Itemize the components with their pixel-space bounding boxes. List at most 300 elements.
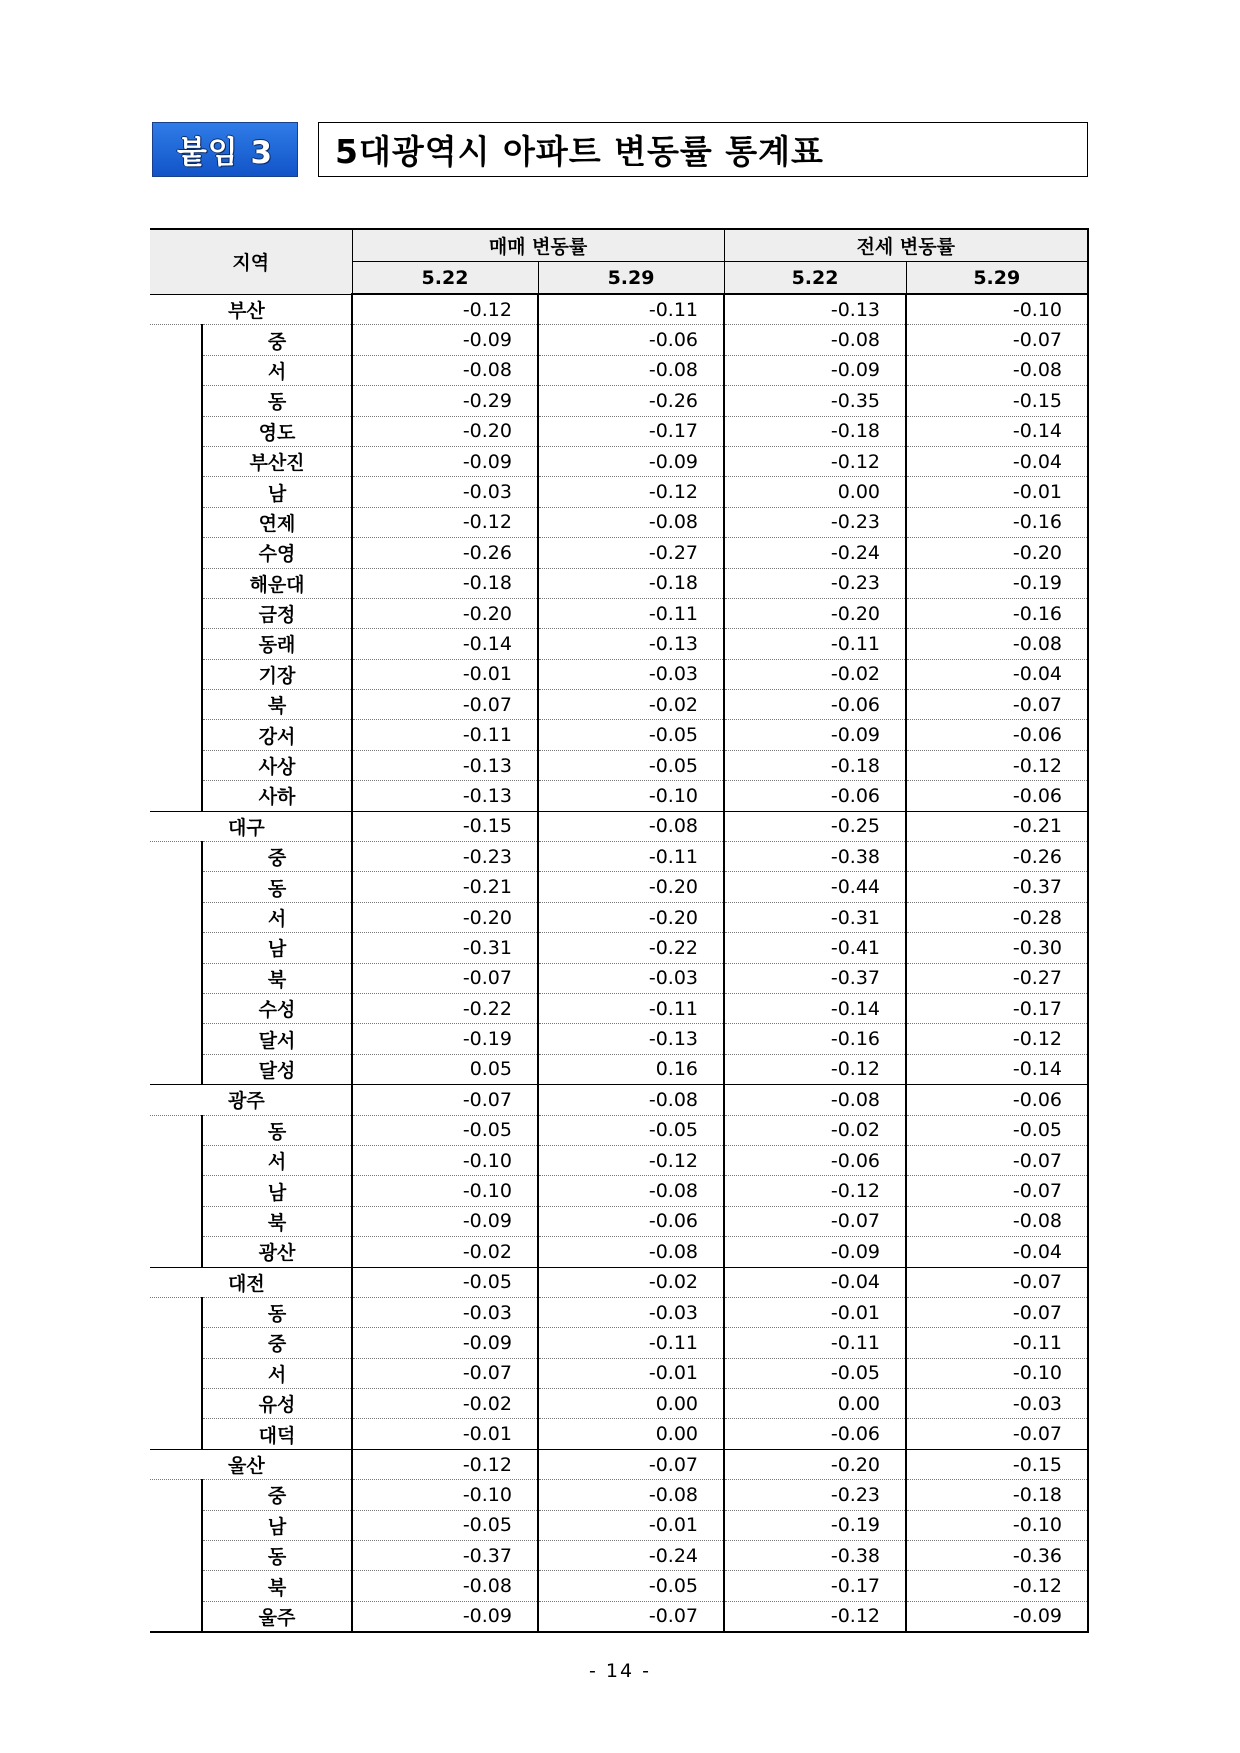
rate-cell: -0.14 xyxy=(352,629,538,659)
rate-cell: -0.12 xyxy=(352,1449,538,1479)
indent-cell xyxy=(150,1145,202,1175)
indent-cell xyxy=(150,1328,202,1358)
district-row xyxy=(150,750,1088,780)
rate-cell: -0.36 xyxy=(906,1541,1088,1571)
district-row xyxy=(150,507,1088,537)
rate-cell: -0.10 xyxy=(906,1510,1088,1540)
rate-cell: -0.03 xyxy=(538,1297,724,1327)
region-row xyxy=(150,294,1088,325)
district-row xyxy=(150,1419,1088,1449)
rate-cell: -0.11 xyxy=(906,1328,1088,1358)
rate-cell: -0.09 xyxy=(724,1237,906,1267)
indent-cell xyxy=(150,1480,202,1510)
rate-cell: -0.25 xyxy=(724,811,906,841)
table-body xyxy=(150,294,1088,1632)
indent-cell xyxy=(150,993,202,1023)
indent-cell xyxy=(150,963,202,993)
indent-cell xyxy=(150,568,202,598)
district-row xyxy=(150,902,1088,932)
rate-cell: -0.03 xyxy=(538,963,724,993)
rate-cell: -0.12 xyxy=(538,1145,724,1175)
rate-cell: -0.07 xyxy=(538,1601,724,1632)
rate-cell: -0.06 xyxy=(724,781,906,811)
rate-cell: -0.37 xyxy=(352,1541,538,1571)
rate-cell: -0.08 xyxy=(724,325,906,355)
district-name: 서 xyxy=(202,1358,352,1388)
district-row xyxy=(150,1541,1088,1571)
rate-cell: -0.19 xyxy=(352,1024,538,1054)
indent-cell xyxy=(150,1510,202,1540)
region-name: 광주 xyxy=(150,1085,352,1115)
district-name: 중 xyxy=(202,325,352,355)
rate-cell: -0.20 xyxy=(352,598,538,628)
rate-cell: -0.12 xyxy=(538,477,724,507)
rate-cell: -0.05 xyxy=(538,1115,724,1145)
district-name: 남 xyxy=(202,1176,352,1206)
district-row xyxy=(150,355,1088,385)
rate-cell: -0.12 xyxy=(352,507,538,537)
rate-cell: -0.11 xyxy=(724,629,906,659)
region-name: 대전 xyxy=(150,1267,352,1297)
rate-cell: -0.01 xyxy=(538,1510,724,1540)
rate-cell: -0.12 xyxy=(352,294,538,325)
rate-cell: -0.38 xyxy=(724,842,906,872)
district-row xyxy=(150,993,1088,1023)
indent-cell xyxy=(150,1297,202,1327)
apartment-rate-table xyxy=(150,228,1089,1633)
district-row xyxy=(150,1297,1088,1327)
rate-cell: -0.05 xyxy=(538,720,724,750)
region-row xyxy=(150,811,1088,841)
region-name: 울산 xyxy=(150,1449,352,1479)
indent-cell xyxy=(150,781,202,811)
rate-cell: -0.08 xyxy=(906,629,1088,659)
rate-cell: -0.10 xyxy=(538,781,724,811)
rate-cell: -0.21 xyxy=(352,872,538,902)
rate-cell: -0.02 xyxy=(352,1389,538,1419)
rate-cell: -0.31 xyxy=(352,933,538,963)
rate-cell: -0.08 xyxy=(538,1085,724,1115)
indent-cell xyxy=(150,1206,202,1236)
rate-cell: -0.07 xyxy=(906,325,1088,355)
rate-cell: -0.06 xyxy=(906,781,1088,811)
rate-cell: -0.14 xyxy=(906,416,1088,446)
rate-cell: -0.05 xyxy=(724,1358,906,1388)
rate-cell: -0.09 xyxy=(352,325,538,355)
indent-cell xyxy=(150,659,202,689)
rate-cell: -0.10 xyxy=(906,294,1088,325)
district-name: 북 xyxy=(202,690,352,720)
district-name: 동 xyxy=(202,1115,352,1145)
indent-cell xyxy=(150,902,202,932)
rate-cell: -0.15 xyxy=(352,811,538,841)
rate-cell: -0.01 xyxy=(538,1358,724,1388)
district-name: 북 xyxy=(202,1571,352,1601)
district-name: 유성 xyxy=(202,1389,352,1419)
rate-cell: -0.21 xyxy=(906,811,1088,841)
rate-cell: -0.28 xyxy=(906,902,1088,932)
rate-cell: -0.12 xyxy=(906,1571,1088,1601)
district-name: 수성 xyxy=(202,993,352,1023)
page-title: 5대광역시 아파트 변동률 통계표 xyxy=(318,122,1088,177)
rate-cell: -0.10 xyxy=(906,1358,1088,1388)
rate-cell: -0.09 xyxy=(352,1328,538,1358)
rate-cell: -0.06 xyxy=(538,325,724,355)
rate-cell: -0.02 xyxy=(538,1267,724,1297)
rate-cell: -0.08 xyxy=(906,1206,1088,1236)
rate-cell: -0.12 xyxy=(724,1054,906,1084)
rate-cell: -0.11 xyxy=(538,993,724,1023)
district-name: 광산 xyxy=(202,1237,352,1267)
district-row xyxy=(150,629,1088,659)
rate-cell: -0.37 xyxy=(724,963,906,993)
rate-cell: -0.14 xyxy=(724,993,906,1023)
district-row xyxy=(150,1358,1088,1388)
district-name: 서 xyxy=(202,1145,352,1175)
rate-cell: -0.31 xyxy=(724,902,906,932)
rate-cell: -0.18 xyxy=(352,568,538,598)
rate-cell: -0.09 xyxy=(906,1601,1088,1632)
indent-cell xyxy=(150,1054,202,1084)
indent-cell xyxy=(150,355,202,385)
district-row xyxy=(150,1145,1088,1175)
district-row xyxy=(150,659,1088,689)
rate-cell: -0.38 xyxy=(724,1541,906,1571)
district-name: 사하 xyxy=(202,781,352,811)
indent-cell xyxy=(150,1176,202,1206)
rate-cell: -0.08 xyxy=(538,1480,724,1510)
rate-cell: -0.16 xyxy=(906,507,1088,537)
rate-cell: -0.05 xyxy=(538,750,724,780)
district-row xyxy=(150,842,1088,872)
indent-cell xyxy=(150,750,202,780)
region-header: 지역 xyxy=(150,229,352,294)
district-name: 강서 xyxy=(202,720,352,750)
rate-cell: -0.37 xyxy=(906,872,1088,902)
district-row xyxy=(150,1480,1088,1510)
region-row xyxy=(150,1449,1088,1479)
rate-cell: -0.13 xyxy=(352,781,538,811)
district-row xyxy=(150,1571,1088,1601)
rate-cell: -0.20 xyxy=(538,902,724,932)
rate-cell: -0.12 xyxy=(906,1024,1088,1054)
district-row xyxy=(150,872,1088,902)
rate-cell: -0.20 xyxy=(352,902,538,932)
region-row xyxy=(150,1085,1088,1115)
indent-cell xyxy=(150,598,202,628)
rate-cell: -0.03 xyxy=(538,659,724,689)
date-header: 5.22 xyxy=(724,262,906,295)
rate-cell: -0.41 xyxy=(724,933,906,963)
rate-cell: -0.07 xyxy=(906,1176,1088,1206)
rate-cell: -0.20 xyxy=(352,416,538,446)
rate-cell: -0.08 xyxy=(538,355,724,385)
rate-cell: -0.15 xyxy=(906,386,1088,416)
indent-cell xyxy=(150,1541,202,1571)
rate-cell: -0.05 xyxy=(352,1115,538,1145)
district-name: 달성 xyxy=(202,1054,352,1084)
district-name: 해운대 xyxy=(202,568,352,598)
rate-cell: -0.09 xyxy=(538,446,724,476)
rate-cell: -0.09 xyxy=(352,1601,538,1632)
rate-cell: -0.11 xyxy=(724,1328,906,1358)
rate-cell: -0.16 xyxy=(724,1024,906,1054)
rate-cell: -0.24 xyxy=(538,1541,724,1571)
rate-cell: -0.08 xyxy=(538,507,724,537)
rate-cell: -0.20 xyxy=(724,598,906,628)
district-row xyxy=(150,1176,1088,1206)
district-name: 부산진 xyxy=(202,446,352,476)
district-name: 사상 xyxy=(202,750,352,780)
district-row xyxy=(150,598,1088,628)
district-row xyxy=(150,1206,1088,1236)
rate-cell: -0.07 xyxy=(906,1297,1088,1327)
district-name: 연제 xyxy=(202,507,352,537)
district-name: 금정 xyxy=(202,598,352,628)
district-row xyxy=(150,446,1088,476)
indent-cell xyxy=(150,872,202,902)
district-name: 동 xyxy=(202,1297,352,1327)
district-row xyxy=(150,1024,1088,1054)
indent-cell xyxy=(150,720,202,750)
rate-cell: -0.07 xyxy=(352,690,538,720)
rate-cell: -0.24 xyxy=(724,538,906,568)
district-row xyxy=(150,1601,1088,1632)
rate-cell: -0.08 xyxy=(352,1571,538,1601)
rate-cell: -0.22 xyxy=(538,933,724,963)
rate-cell: -0.04 xyxy=(906,446,1088,476)
rate-cell: -0.26 xyxy=(352,538,538,568)
rate-cell: -0.10 xyxy=(352,1176,538,1206)
date-header: 5.29 xyxy=(906,262,1088,295)
district-row xyxy=(150,538,1088,568)
indent-cell xyxy=(150,1419,202,1449)
rate-cell: -0.08 xyxy=(724,1085,906,1115)
rate-cell: -0.16 xyxy=(906,598,1088,628)
district-row xyxy=(150,781,1088,811)
district-row xyxy=(150,325,1088,355)
region-name: 부산 xyxy=(150,294,352,325)
rate-cell: -0.04 xyxy=(724,1267,906,1297)
rate-cell: -0.11 xyxy=(538,598,724,628)
rate-cell: -0.07 xyxy=(538,1449,724,1479)
rate-cell: -0.44 xyxy=(724,872,906,902)
rate-cell: -0.07 xyxy=(906,1419,1088,1449)
rate-cell: -0.09 xyxy=(352,1206,538,1236)
rate-cell: -0.26 xyxy=(538,386,724,416)
region-row xyxy=(150,1267,1088,1297)
district-row xyxy=(150,1389,1088,1419)
rate-cell: -0.06 xyxy=(724,1145,906,1175)
rate-cell: -0.07 xyxy=(724,1206,906,1236)
district-name: 대덕 xyxy=(202,1419,352,1449)
indent-cell xyxy=(150,1601,202,1632)
rate-cell: -0.03 xyxy=(352,1297,538,1327)
rate-cell: -0.23 xyxy=(724,507,906,537)
rate-cell: -0.13 xyxy=(538,1024,724,1054)
sale-rate-header: 매매 변동률 xyxy=(352,229,724,262)
rate-cell: -0.07 xyxy=(906,690,1088,720)
district-name: 동 xyxy=(202,386,352,416)
indent-cell xyxy=(150,325,202,355)
district-name: 남 xyxy=(202,933,352,963)
district-name: 수영 xyxy=(202,538,352,568)
rate-cell: -0.11 xyxy=(538,842,724,872)
rate-cell: -0.17 xyxy=(724,1571,906,1601)
rate-cell: -0.07 xyxy=(906,1145,1088,1175)
district-name: 중 xyxy=(202,1328,352,1358)
indent-cell xyxy=(150,507,202,537)
district-row xyxy=(150,477,1088,507)
rate-cell: -0.02 xyxy=(724,1115,906,1145)
indent-cell xyxy=(150,842,202,872)
district-name: 영도 xyxy=(202,416,352,446)
district-row xyxy=(150,1328,1088,1358)
indent-cell xyxy=(150,1024,202,1054)
rate-cell: -0.08 xyxy=(352,355,538,385)
rate-cell: -0.30 xyxy=(906,933,1088,963)
rate-cell: -0.08 xyxy=(906,355,1088,385)
rate-cell: -0.07 xyxy=(906,1267,1088,1297)
rate-cell: -0.09 xyxy=(724,720,906,750)
rate-cell: -0.07 xyxy=(352,963,538,993)
rate-cell: -0.10 xyxy=(352,1145,538,1175)
rate-cell: -0.13 xyxy=(352,750,538,780)
rate-cell: -0.17 xyxy=(906,993,1088,1023)
rate-cell: -0.11 xyxy=(538,294,724,325)
district-name: 남 xyxy=(202,1510,352,1540)
district-name: 남 xyxy=(202,477,352,507)
district-name: 서 xyxy=(202,355,352,385)
rate-cell: -0.11 xyxy=(352,720,538,750)
rate-cell: -0.06 xyxy=(906,720,1088,750)
rate-cell: -0.26 xyxy=(906,842,1088,872)
region-name: 대구 xyxy=(150,811,352,841)
rate-cell: -0.13 xyxy=(538,629,724,659)
district-row xyxy=(150,720,1088,750)
rate-cell: -0.13 xyxy=(724,294,906,325)
rate-cell: -0.12 xyxy=(724,446,906,476)
indent-cell xyxy=(150,446,202,476)
district-row xyxy=(150,933,1088,963)
district-name: 울주 xyxy=(202,1601,352,1632)
rate-cell: -0.05 xyxy=(352,1267,538,1297)
rate-cell: 0.00 xyxy=(538,1389,724,1419)
rate-cell: -0.27 xyxy=(538,538,724,568)
rate-cell: -0.18 xyxy=(724,750,906,780)
district-row xyxy=(150,1237,1088,1267)
district-row xyxy=(150,1510,1088,1540)
rate-cell: -0.20 xyxy=(906,538,1088,568)
rate-cell: -0.06 xyxy=(538,1206,724,1236)
district-name: 동 xyxy=(202,1541,352,1571)
rate-cell: -0.12 xyxy=(724,1176,906,1206)
district-name: 서 xyxy=(202,902,352,932)
date-header: 5.29 xyxy=(538,262,724,295)
rate-cell: -0.18 xyxy=(906,1480,1088,1510)
rate-cell: -0.08 xyxy=(538,1176,724,1206)
district-row xyxy=(150,690,1088,720)
rate-cell: -0.27 xyxy=(906,963,1088,993)
indent-cell xyxy=(150,1237,202,1267)
rate-cell: -0.06 xyxy=(724,690,906,720)
rate-cell: 0.16 xyxy=(538,1054,724,1084)
rate-cell: 0.00 xyxy=(538,1419,724,1449)
rate-cell: -0.17 xyxy=(538,416,724,446)
indent-cell xyxy=(150,386,202,416)
indent-cell xyxy=(150,416,202,446)
indent-cell xyxy=(150,1115,202,1145)
rate-cell: -0.07 xyxy=(352,1358,538,1388)
district-name: 중 xyxy=(202,842,352,872)
district-name: 기장 xyxy=(202,659,352,689)
district-row xyxy=(150,1054,1088,1084)
district-name: 달서 xyxy=(202,1024,352,1054)
rate-cell: 0.05 xyxy=(352,1054,538,1084)
indent-cell xyxy=(150,1571,202,1601)
rate-cell: -0.18 xyxy=(538,568,724,598)
rate-cell: -0.20 xyxy=(724,1449,906,1479)
rate-cell: -0.18 xyxy=(724,416,906,446)
rate-cell: -0.11 xyxy=(538,1328,724,1358)
rate-cell: -0.06 xyxy=(724,1419,906,1449)
rate-cell: -0.01 xyxy=(906,477,1088,507)
rate-cell: -0.02 xyxy=(724,659,906,689)
rate-cell: -0.04 xyxy=(906,659,1088,689)
rate-cell: -0.08 xyxy=(538,1237,724,1267)
indent-cell xyxy=(150,538,202,568)
rate-cell: -0.22 xyxy=(352,993,538,1023)
rate-cell: -0.05 xyxy=(906,1115,1088,1145)
district-name: 동래 xyxy=(202,629,352,659)
rate-cell: -0.29 xyxy=(352,386,538,416)
rate-cell: -0.12 xyxy=(724,1601,906,1632)
rate-cell: -0.05 xyxy=(352,1510,538,1540)
rate-cell: -0.23 xyxy=(724,1480,906,1510)
rate-cell: -0.19 xyxy=(724,1510,906,1540)
date-header: 5.22 xyxy=(352,262,538,295)
rate-cell: 0.00 xyxy=(724,1389,906,1419)
indent-cell xyxy=(150,1358,202,1388)
rate-cell: -0.01 xyxy=(724,1297,906,1327)
rate-cell: -0.08 xyxy=(538,811,724,841)
rate-cell: -0.09 xyxy=(724,355,906,385)
rate-cell: -0.20 xyxy=(538,872,724,902)
rate-cell: -0.02 xyxy=(352,1237,538,1267)
rate-cell: -0.19 xyxy=(906,568,1088,598)
district-row xyxy=(150,1115,1088,1145)
rate-cell: -0.06 xyxy=(906,1085,1088,1115)
rate-cell: -0.05 xyxy=(538,1571,724,1601)
district-row xyxy=(150,416,1088,446)
rate-cell: -0.07 xyxy=(352,1085,538,1115)
district-row xyxy=(150,568,1088,598)
district-row xyxy=(150,386,1088,416)
page-header xyxy=(152,122,1088,177)
attachment-badge: 붙임 3 xyxy=(152,122,298,177)
page-number: - 14 - xyxy=(589,1660,651,1682)
rate-cell: -0.23 xyxy=(724,568,906,598)
rate-cell: -0.04 xyxy=(906,1237,1088,1267)
district-name: 북 xyxy=(202,963,352,993)
jeonse-rate-header: 전세 변동률 xyxy=(724,229,1088,262)
indent-cell xyxy=(150,933,202,963)
rate-cell: -0.02 xyxy=(538,690,724,720)
rate-cell: -0.15 xyxy=(906,1449,1088,1479)
district-name: 북 xyxy=(202,1206,352,1236)
rate-cell: -0.01 xyxy=(352,659,538,689)
rate-cell: -0.12 xyxy=(906,750,1088,780)
